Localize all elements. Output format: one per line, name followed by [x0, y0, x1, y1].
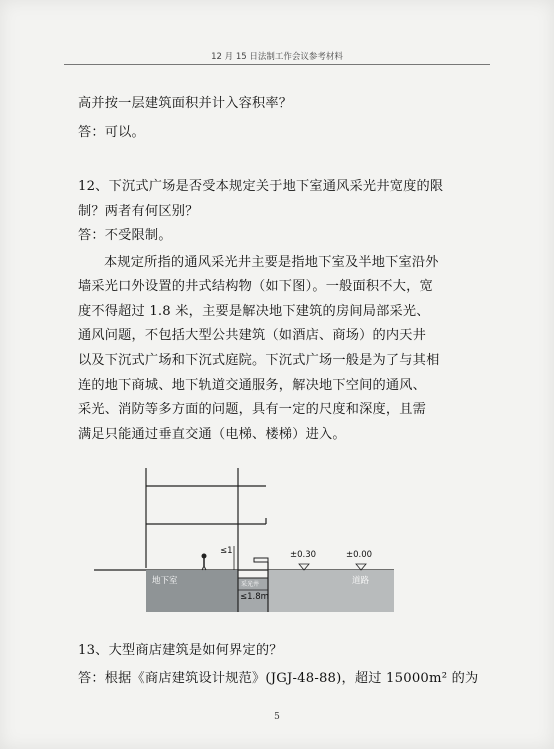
text-line: 墙采光口外设置的井式结构物（如下图）。一般面积不大，宽 [78, 279, 433, 294]
text-line: 制？两者有何区别？ [78, 204, 199, 219]
text-line: 满足只能通过垂直交通（电梯、楼梯）进入。 [78, 427, 346, 442]
text-line: 答：可以。 [78, 125, 145, 140]
level-label-000: ±0.00 [346, 550, 373, 560]
light-well-label: 采光井 [241, 581, 260, 588]
header-divider [64, 64, 490, 65]
text-line: 本规定所指的通风采光井主要是指地下室及半地下室沿外 [104, 255, 439, 270]
height-dimension-label: ≤1 [220, 546, 233, 556]
text-line: 高并按一层建筑面积并计入容积率？ [78, 96, 293, 111]
basement-label: 地下室 [152, 576, 178, 586]
text-line: 连的地下商城、地下轨道交通服务，解决地下空间的通风、 [78, 378, 427, 393]
page-number: 5 [274, 712, 280, 722]
text-line: 采光、消防等多方面的问题，具有一定的尺度和深度，且需 [78, 402, 427, 417]
answer-13: 答：根据《商店建筑设计规范》(JGJ-48-88)，超过 15000m² 的为 [78, 671, 479, 686]
answer-12: 答：不受限制。 [78, 228, 172, 243]
page-header: 12 月 15 日法制工作会议参考材料 [211, 52, 343, 62]
question-12: 12、下沉式广场是否受本规定关于地下室通风采光井宽度的限 [78, 179, 444, 194]
text-line: 以及下沉式广场和下沉式庭院。下沉式广场一般是为了与其相 [78, 353, 440, 368]
question-13: 13、大型商店建筑是如何界定的？ [78, 643, 283, 658]
text-line: 度不得超过 1.8 米，主要是解决地下建筑的房间局部采光、 [78, 304, 430, 319]
text-line: 通风问题，不包括大型公共建筑（如酒店、商场）的内天井 [78, 328, 427, 343]
level-label-030: ±0.30 [290, 550, 317, 560]
width-dimension-label: ≤1.8m [240, 592, 269, 602]
light-well-diagram [94, 466, 404, 614]
road-label: 道路 [352, 576, 370, 586]
